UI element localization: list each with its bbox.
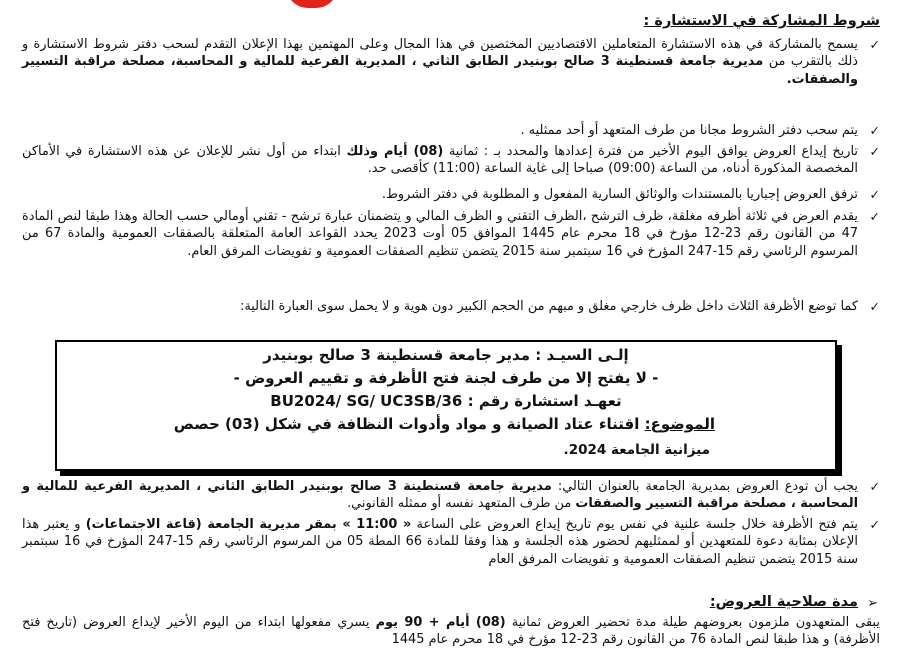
check-icon: ✓ (869, 299, 880, 314)
check-icon: ✓ (869, 37, 880, 52)
arrow-icon: ➢ (867, 596, 878, 611)
item-text: يسمح بالمشاركة في هذه الاستشارة المتعاملين الاقتصاديين المختصين في هذا المجال وعلى المهتمين بهذا الإعلان التقدم لسحب دفتر شروط الاستشارة و ذلك بالتقرب من (22, 37, 858, 70)
condition-item (22, 478, 880, 513)
box-consultation-label: تعهـد استشارة رقم : (467, 392, 622, 410)
box-subject-text: اقتناء عتاد الصيانة و مواد وأدوات النظافة في شكل (03) حصص (173, 415, 645, 433)
item-text: تاريخ إيداع العروض يوافق اليوم الأخير من فترة إعدادها والمحدد بـ : ثمانية (443, 144, 858, 159)
box-subject-label: الموضوع: (644, 415, 715, 433)
check-icon: ✓ (869, 479, 880, 494)
envelope-label-box (55, 340, 837, 471)
item-bold-text: (08) أيام وذلك (346, 144, 444, 159)
item-text: من طرف المتعهد نفسه أو ممثله القانوني. (347, 496, 576, 512)
participation-heading: شروط المشاركة في الاستشارة : (643, 13, 880, 29)
item-text: يقدم العرض في ثلاثة أظرفه مغلقة، ظرف الترشح ،الظرف التقني و الظرف المالي و يتضمنان عبارة ترشح - تقني أومالي حسب الحالة وهذا طبقا لنص المادة 47 من القانون رقم 23-12 مؤرخ في 18 محرم عام 1445 الموافق 05 أوت 2023 يحدد القواعد العامة المتعلقة بالصفقات العمومية والمادة 67 من المرسوم الرئاسي رقم 15-247 المؤرخ في 16 سبتمبر سنة 2015 يتضمن تنظيم الصفقات العمومية و تفويضات المرفق العام. (22, 209, 859, 259)
check-icon: ✓ (869, 517, 880, 532)
check-icon: ✓ (869, 123, 880, 138)
check-icon: ✓ (869, 144, 880, 159)
condition-item (22, 186, 880, 203)
box-budget: ميزانية الجامعة 2024. (563, 442, 710, 458)
box-addressee: إلـى السيـد : مدير جامعة قسنطينة 3 صالح بوبنيدر (263, 346, 629, 364)
check-icon: ✓ (869, 187, 880, 202)
item-text: يتم سحب دفتر الشروط مجانا من طرف المتعهد أو أحد ممثليه . (520, 123, 858, 138)
box-consultation-ref: BU2024/ SG/ UC3SB/36 (270, 392, 463, 410)
validity-paragraph (22, 614, 880, 649)
check-icon: ✓ (869, 209, 880, 224)
item-text: ابتداء من أول نشر للإعلان عن هذه الاستشارة في الأماكن المخصصة المذكورة أدناه، من الساعة (09:00) صباحا إلى غاية الساعة (11:00) كأقصى حد. (22, 144, 858, 177)
box-subject (174, 415, 715, 433)
condition-item (22, 298, 880, 315)
condition-item (22, 516, 880, 568)
item-bold-text: مديرية جامعة قسنطينة 3 صالح بوبنيدر الطابق الثاني ، المديرية الفرعية للمالية و المحاسبة ، مصلحة مراقبة التسيير والصفقات (22, 479, 858, 512)
item-bold-text: « 11:00 » بمقر مديرية الجامعة (قاعة الاجتماعات) (85, 517, 412, 532)
box-do-not-open: - لا يفتح إلا من طرف لجنة فتح الأظرفة و تقييم العروض - (233, 369, 659, 387)
validity-text: يبقى المتعهدون ملزمون بعروضهم طيلة مدة تحضير العروض ثمانية (505, 615, 880, 630)
item-text: يتم فتح الأظرفة خلال جلسة علنية في نفس يوم تاريخ إيداع العروض على الساعة (411, 517, 858, 532)
condition-item (22, 143, 880, 178)
validity-heading: مدة صلاحية العروض: (709, 594, 858, 610)
condition-item (22, 36, 880, 88)
box-consultation-number (57, 392, 835, 410)
item-text: كما توضع الأظرفة الثلاث داخل ظرف خارجي مغلق و مبهم من الحجم الكبير دون هوية و لا يحمل سوى العبارة التالية: (240, 299, 858, 314)
red-stamp-fragment (286, 0, 338, 8)
item-text: يجب أن تودع العروض بمديرية الجامعة بالعنوان التالي: (551, 479, 858, 494)
condition-item (22, 208, 880, 260)
item-bold-text: مديرية جامعة قسنطينة 3 صالح بوبنيدر الطابق الثاني ، المديرية الفرعية للمالية و المحاسبة، مصلحة مراقبة التسيير والصفقات. (22, 54, 858, 87)
item-text: ترفق العروض إجباريا بالمستندات والوثائق السارية المفعول و المطلوبة في دفتر الشروط. (381, 187, 858, 202)
validity-bold-text: (08) أيام + 90 يوم (375, 615, 506, 630)
condition-item (22, 122, 880, 139)
validity-text: يسري مفعولها ابتداء من اليوم الأخير لإيداع العروض (تاريخ فتح الأظرفة) و هذا طبقا لنص المادة 76 من القانون رقم 23-12 مؤرخ في 18 محرم عام 1445 (22, 615, 880, 648)
item-text: و يعتبر هذا الإعلان بمثابة دعوة للمتعهدين أو لممثليهم لحضور هذه الجلسة و هذا وفقا للمادة 66 المطة 05 من المرسوم الرئاسي رقم 15-247 المؤرخ في 16 سبتمبر سنة 2015 يتضمن تنظيم الصفقات العمومية و تفويضات المرفق العام (22, 517, 858, 567)
